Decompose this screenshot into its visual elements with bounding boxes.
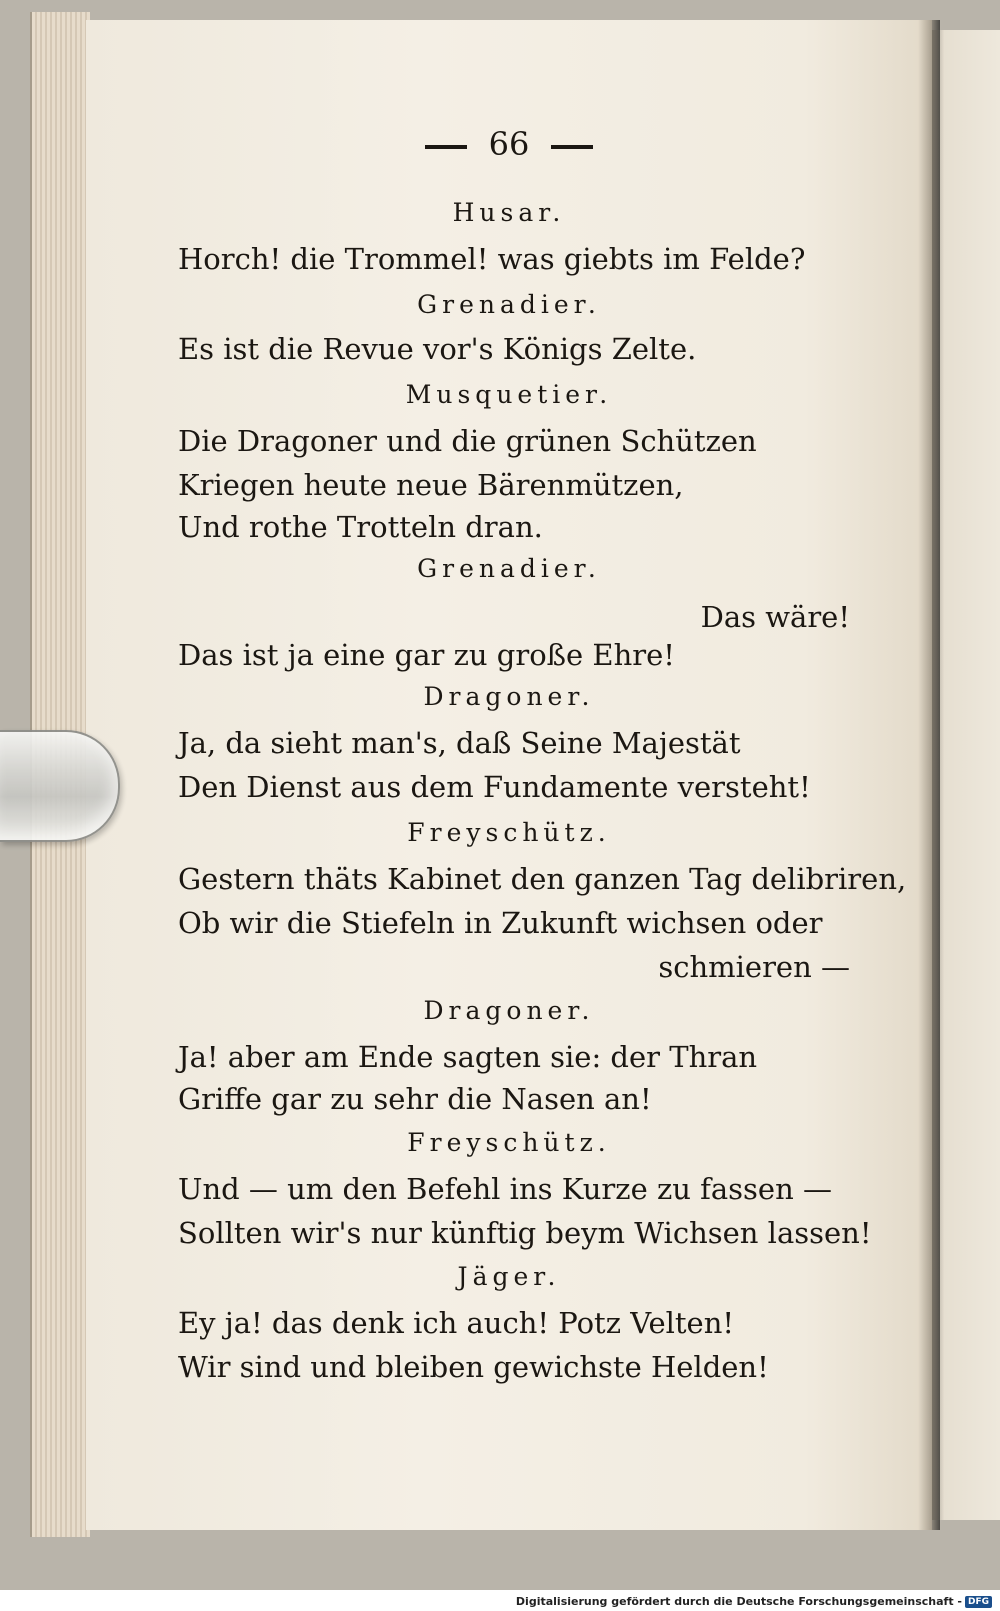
speaker-name: Jäger. (457, 1262, 561, 1291)
verse-line: Gestern thäts Kabinet den ganzen Tag delibriren, (178, 862, 907, 896)
header-dash-right (551, 145, 593, 149)
verse-line: Sollten wir's nur künftig beym Wichsen lassen! (178, 1216, 872, 1250)
facing-page (932, 30, 1000, 1520)
verse-line: Und rothe Trotteln dran. (178, 510, 543, 544)
page-clip (0, 730, 120, 842)
speaker-name: Freyschütz. (407, 1128, 611, 1157)
page-header (86, 124, 932, 164)
verse-line: Die Dragoner und die grünen Schützen (178, 424, 757, 458)
verse-line: Griffe gar zu sehr die Nasen an! (178, 1082, 652, 1116)
page-number: 66 (488, 125, 530, 163)
speaker-name: Dragoner. (423, 996, 595, 1025)
speaker-name: Grenadier. (417, 554, 601, 583)
speaker-name: Dragoner. (423, 682, 595, 711)
verse-line: Ja, da sieht man's, daß Seine Majestät (178, 726, 741, 760)
verse-line: Den Dienst aus dem Fundamente versteht! (178, 770, 811, 804)
verse-line: Es ist die Revue vor's Königs Zelte. (178, 332, 697, 366)
speaker-name: Husar. (452, 198, 566, 227)
book-page (86, 20, 932, 1530)
verse-line: Das wäre! (700, 600, 850, 634)
speaker-name: Freyschütz. (407, 818, 611, 847)
footer-text: Digitalisierung gefördert durch die Deutsche Forschungsgemeinschaft - (515, 1595, 962, 1608)
verse-line: schmieren — (658, 950, 850, 984)
verse-line: Das ist ja eine gar zu große Ehre! (178, 638, 675, 672)
header-dash-left (425, 145, 467, 149)
verse-line: Ey ja! das denk ich auch! Potz Velten! (178, 1306, 735, 1340)
speaker-name: Musquetier. (405, 380, 613, 409)
verse-line: Und — um den Befehl ins Kurze zu fassen — (178, 1172, 832, 1206)
verse-line: Ja! aber am Ende sagten sie: der Thran (178, 1040, 758, 1074)
verse-line: Horch! die Trommel! was giebts im Felde? (178, 242, 806, 276)
book-spine-shadow (918, 20, 940, 1530)
verse-line: Kriegen heute neue Bärenmützen, (178, 468, 684, 502)
footer-credit (516, 1595, 992, 1608)
verse-line: Ob wir die Stiefeln in Zukunft wichsen oder (178, 906, 823, 940)
speaker-name: Grenadier. (417, 290, 601, 319)
dfg-logo: DFG (965, 1596, 992, 1608)
verse-line: Wir sind und bleiben gewichste Helden! (178, 1350, 769, 1384)
